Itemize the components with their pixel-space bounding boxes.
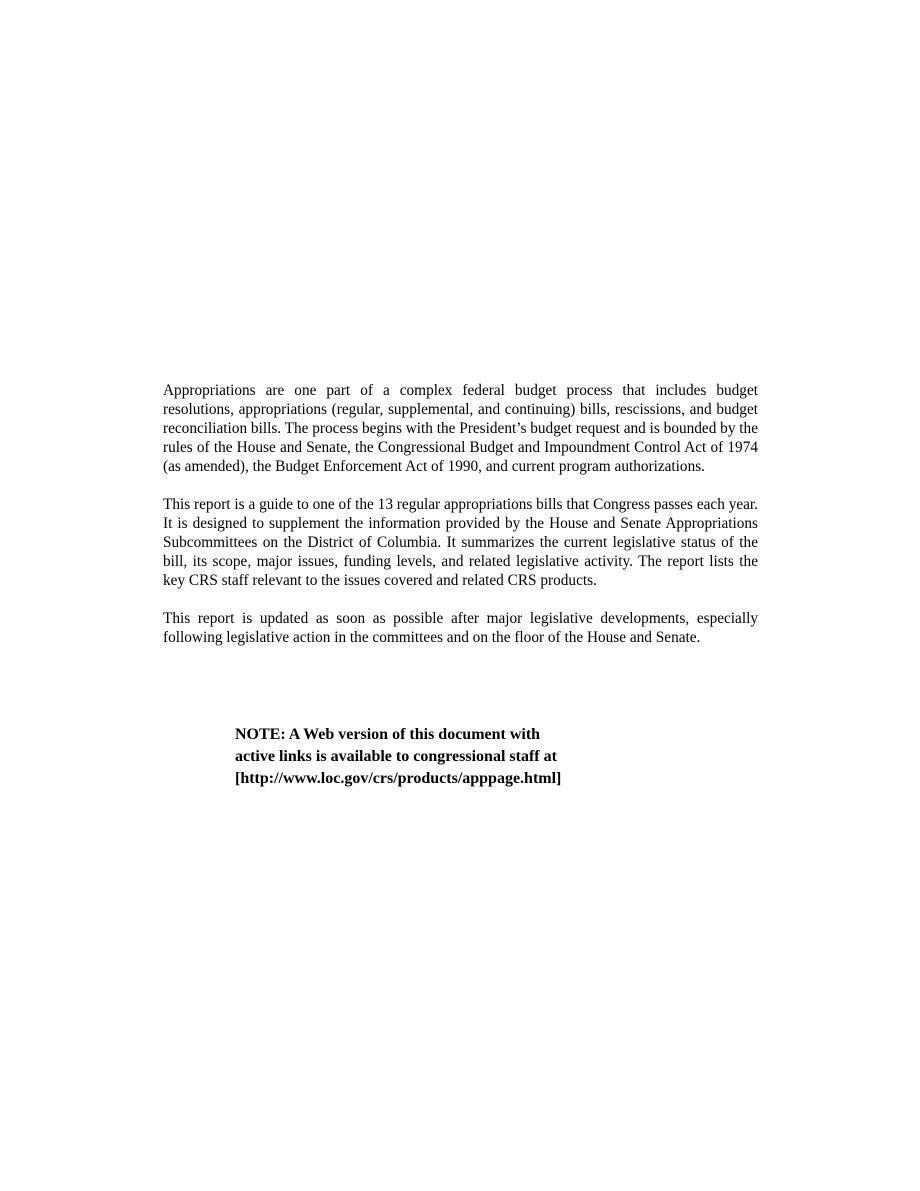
paragraph-update-policy: This report is updated as soon as possible after major legislative developments, especially following legislative action in the committees and on the floor of the House and Senate.: [163, 610, 758, 646]
note-line: active links is available to congressional staff at: [235, 748, 557, 765]
body-text: [163, 381, 758, 666]
paragraph-appropriations-overview: Appropriations are one part of a complex federal budget process that includes budget resolutions, appropriations (regular, supplemental, and continuing) bills, rescissions, and budget reconciliation bills. The process begins with the President’s budget request and is bounded by the rules of the House and Senate, the Congressional Budget and Impoundment Control Act of 1974 (as amended), the Budget Enforcement Act of 1990, and current program authorizations.: [163, 382, 758, 475]
note-url-line: [http://www.loc.gov/crs/products/apppage.html]: [235, 770, 562, 787]
web-version-note: [235, 724, 655, 790]
note-line: NOTE: A Web version of this document with: [235, 726, 541, 743]
paragraph-report-purpose: This report is a guide to one of the 13 regular appropriations bills that Congress passes each year. It is designed to supplement the information provided by the House and Senate Appropriations Subcommittees on the District of Columbia. It summarizes the current legislative status of the bill, its scope, major issues, funding levels, and related legislative activity. The report lists the key CRS staff relevant to the issues covered and related CRS products.: [163, 496, 758, 589]
